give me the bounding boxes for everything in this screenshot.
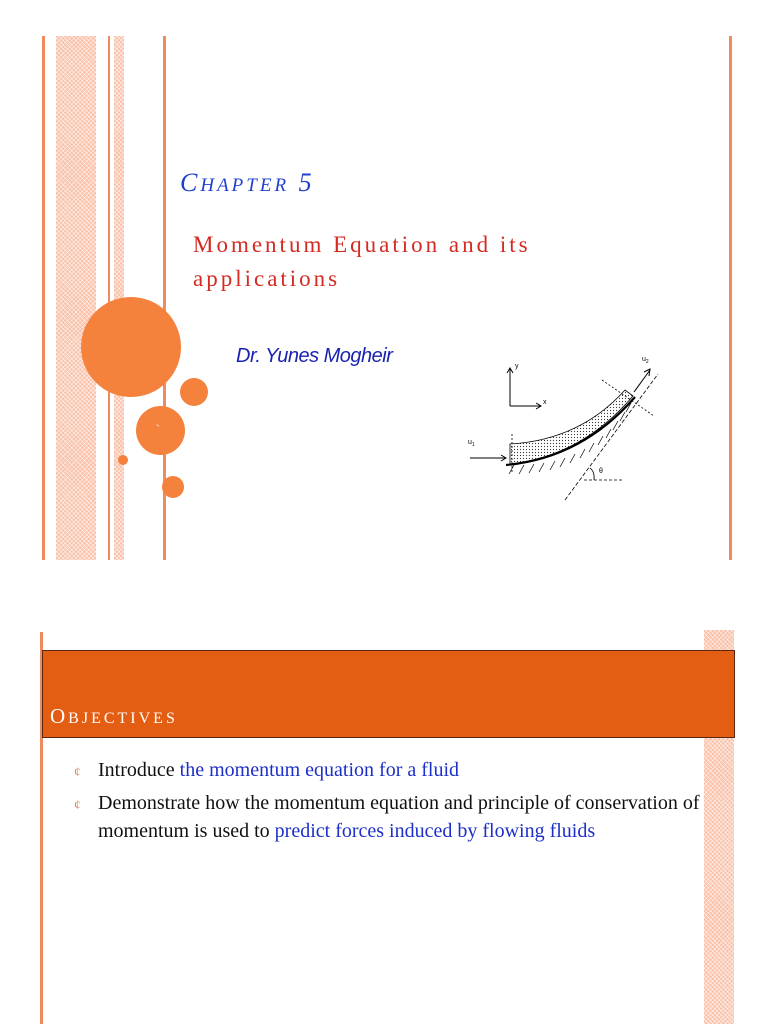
list-item: [74, 756, 714, 784]
list-item: [74, 789, 714, 845]
chapter-title-rest: HAPTER: [200, 175, 290, 196]
u2-label: $u_2$: [642, 356, 649, 365]
decorative-line: [108, 36, 110, 560]
bullet-text: Introduce: [98, 759, 180, 781]
decorative-stripe-left: [56, 36, 96, 560]
theta-label: θ: [599, 468, 603, 475]
author-name: Dr. Yunes Mogheir: [236, 345, 393, 367]
angle-arc: [590, 468, 594, 480]
decorative-circle: [162, 476, 184, 498]
bullet-marker: ¢: [74, 764, 81, 779]
decorative-line: [42, 36, 45, 560]
y-axis-label: y: [515, 363, 519, 370]
slide-subtitle: Momentum Equation and its applications: [193, 232, 531, 291]
x-axis-label: x: [543, 399, 547, 406]
objectives-title-cap: O: [50, 704, 69, 728]
decorative-line-right: [729, 36, 732, 560]
axes-icon: [507, 368, 541, 409]
decorative-circle: [180, 378, 208, 406]
objectives-title-rest: BJECTIVES: [68, 710, 178, 727]
bullet-highlight: predict forces induced by flowing fluids: [274, 820, 596, 842]
chapter-title-cap: C: [180, 168, 201, 197]
decorative-circle-small: [118, 455, 128, 465]
bullet-highlight: the momentum equation for a fluid: [179, 759, 460, 781]
inlet-arrow-icon: [470, 455, 506, 461]
decorative-circle-large: [81, 297, 181, 397]
circle-mark: `: [156, 422, 160, 436]
curved-vane-diagram: [462, 352, 666, 504]
bullet-text: Demonstrate how the momentum equation and principle of conservation of momentum is used to: [98, 792, 700, 842]
bullet-marker: ¢: [74, 797, 81, 812]
decorative-circle: [136, 406, 185, 455]
chapter-number: 5: [298, 168, 315, 197]
objectives-slide: [0, 624, 768, 1024]
u1-label: $u_1$: [468, 439, 475, 448]
objectives-title: [50, 704, 178, 729]
chapter-title: [180, 168, 315, 198]
objectives-list: [74, 756, 714, 850]
